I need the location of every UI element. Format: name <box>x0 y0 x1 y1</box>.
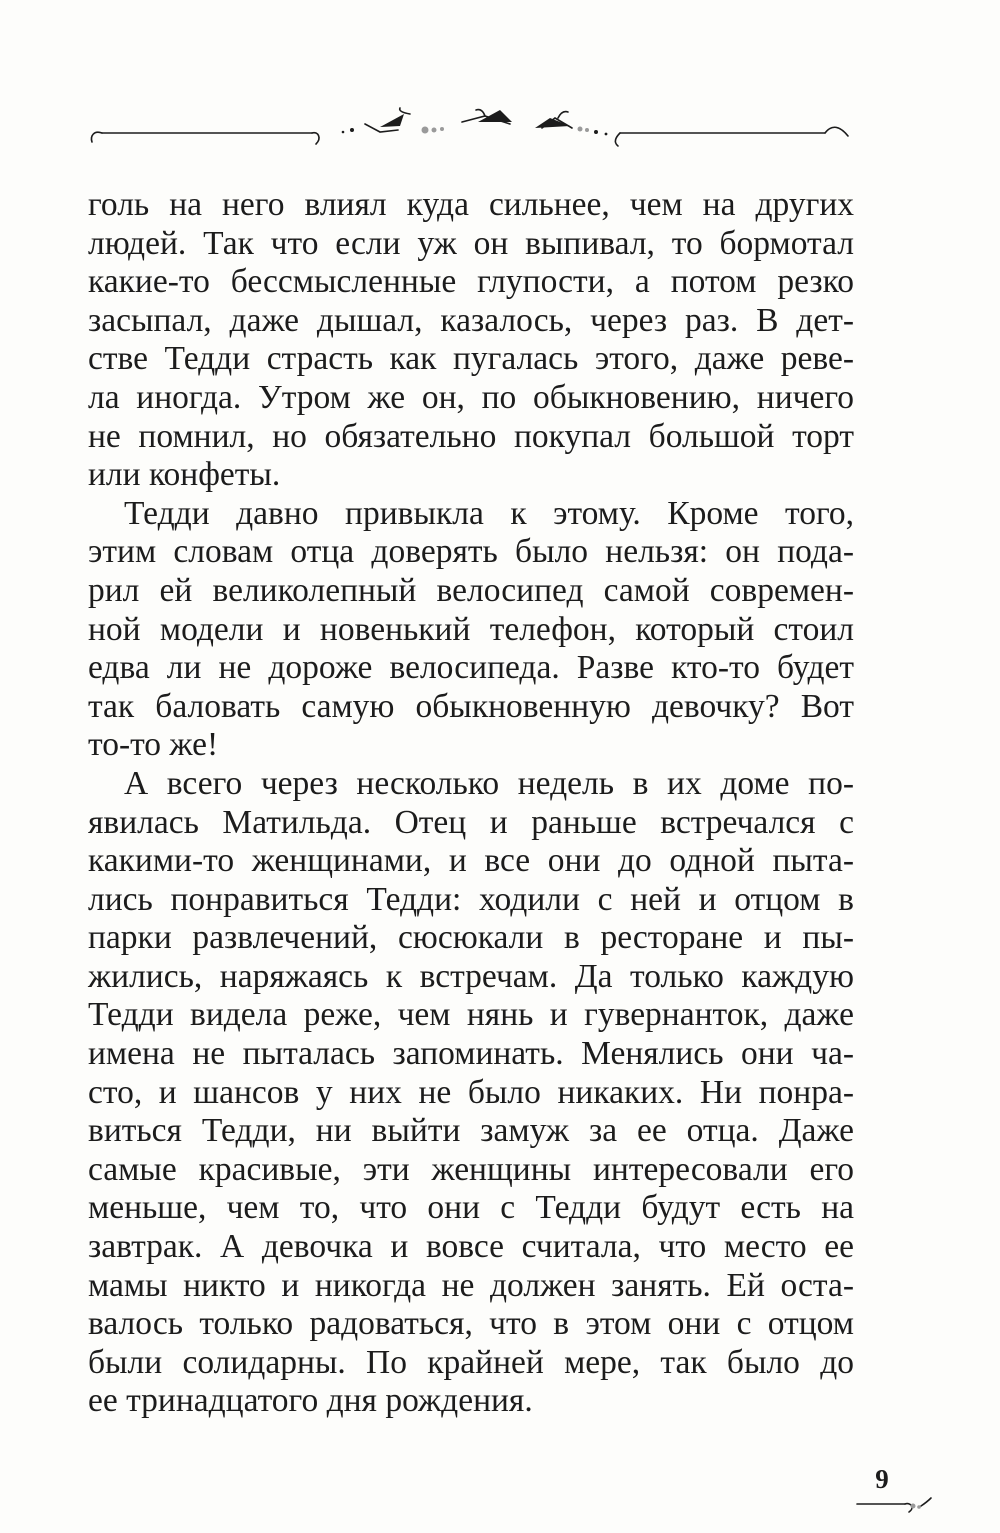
text-line: какими-то женщинами, и все они до одной пыта- <box>88 842 854 880</box>
text-line: Тедди видела реже, чем нянь и гувернанток, даже <box>88 996 854 1034</box>
text-line: стве Тедди страсть как пугалась этого, даже реве- <box>88 340 854 378</box>
text-line: Тедди давно привыкла к этому. Кроме того, <box>124 494 854 532</box>
text-line: А всего через несколько недель в их доме по- <box>124 764 854 802</box>
text-line: голь на него влиял куда сильнее, чем на других <box>88 186 854 223</box>
text-line: лись понравиться Тедди: ходили с ней и отцом в <box>88 880 854 918</box>
text-line: не помнил, но обязательно покупал большой торт <box>88 417 854 455</box>
text-line: так баловать самую обыкновенную девочку? Вот <box>88 687 854 725</box>
paragraph-2 <box>88 495 854 765</box>
text-line: сто, и шансов у них не было никаких. Ни понра- <box>88 1073 854 1111</box>
page-number: 9 <box>875 1464 889 1494</box>
text-line: людей. Так что если уж он выпивал, то бормотал <box>88 224 854 262</box>
paragraph-3 <box>88 765 854 1421</box>
text-line: этим словам отца доверять было нельзя: он пода- <box>88 533 854 571</box>
text-line: или конфеты. <box>88 456 281 494</box>
text-line: виться Тедди, ни выйти замуж за ее отца. Даже <box>88 1112 854 1150</box>
text-line: ее тринадцатого дня рождения. <box>88 1382 533 1420</box>
text-line: засыпал, даже дышал, казалось, через раз. В дет- <box>88 301 854 339</box>
footer-ornament <box>855 1494 935 1522</box>
text-line: явилась Матильда. Отец и раньше встречался с <box>88 803 854 841</box>
text-line: какие-то бессмысленные глупости, а потом резко <box>88 263 854 301</box>
text-line: едва ли не дороже велосипеда. Разве кто-то будет <box>88 649 854 687</box>
book-text <box>88 186 854 1421</box>
header-ornament <box>80 100 920 160</box>
text-line: валось только радоваться, что в этом они с отцом <box>88 1305 854 1343</box>
text-line: имена не пыталась запоминать. Менялись они ча- <box>88 1035 854 1073</box>
text-line: были солидарны. По крайней мере, так было до <box>88 1343 854 1381</box>
text-line: парки развлечений, сюсюкали в ресторане и пы- <box>88 919 854 957</box>
text-line: ла иногда. Утром же он, по обыкновению, ничего <box>88 378 854 416</box>
text-line: меньше, чем то, что они с Тедди будут есть на <box>88 1189 854 1227</box>
text-line: мамы никто и никогда не должен занять. Ей оста- <box>88 1266 854 1304</box>
text-line: самые красивые, эти женщины интересовали его <box>88 1150 854 1188</box>
text-line: рил ей великолепный велосипед самой современ- <box>88 571 854 609</box>
text-line: то-то же! <box>88 726 219 764</box>
text-line: завтрак. А девочка и вовсе считала, что место ее <box>88 1228 854 1266</box>
text-line: ной модели и новенький телефон, который стоил <box>88 610 854 648</box>
paragraph-1 <box>88 186 854 495</box>
text-line: жились, наряжаясь к встречам. Да только каждую <box>88 957 854 995</box>
